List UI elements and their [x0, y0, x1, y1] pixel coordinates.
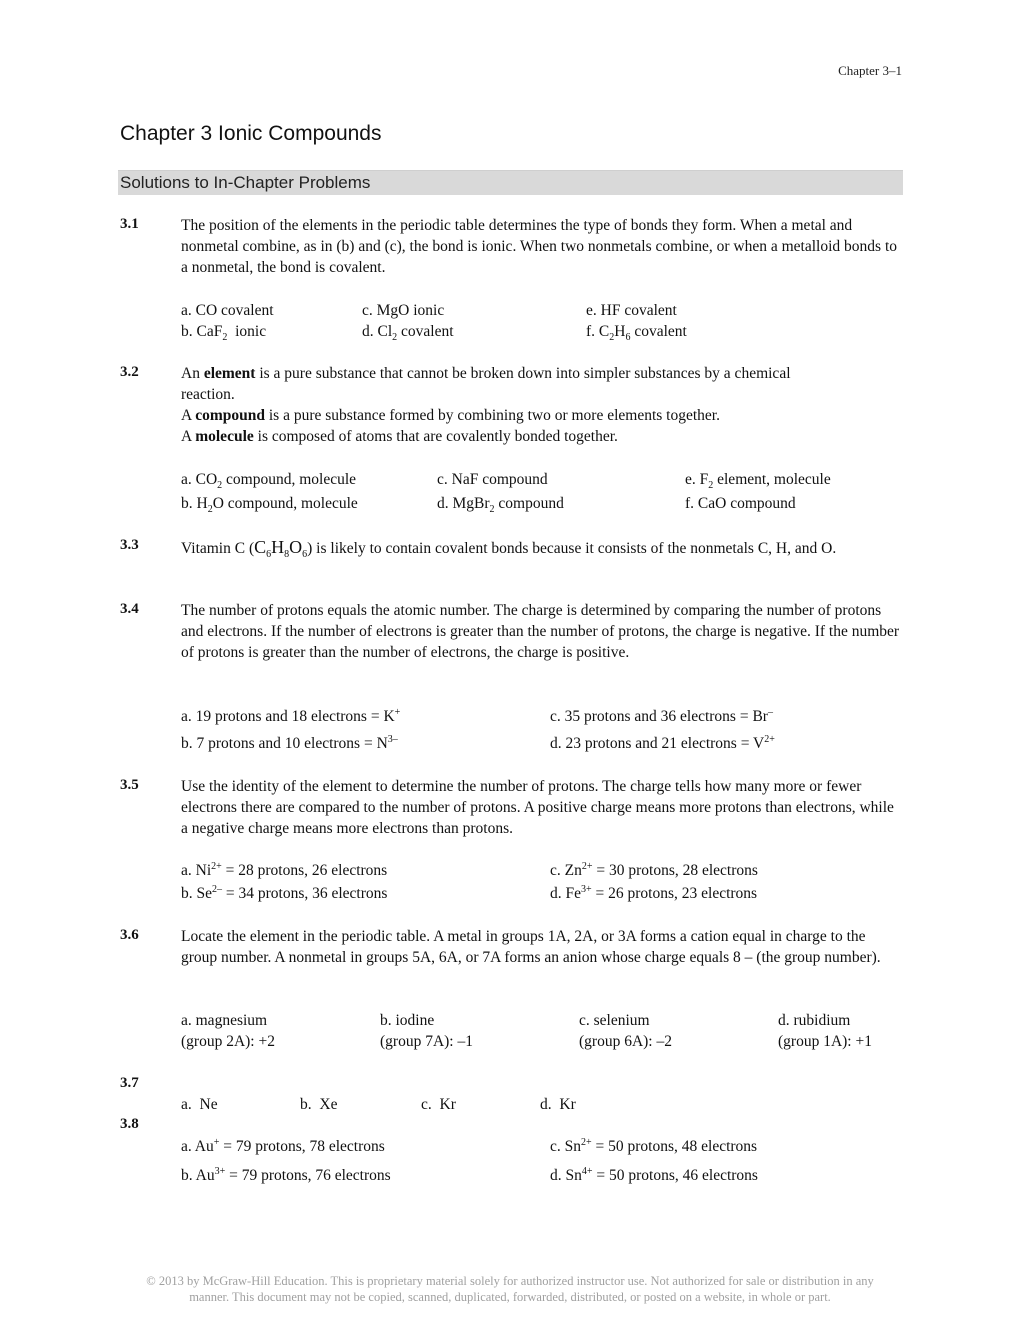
problem-text: A compound is a pure substance formed by combining two or more elements together.: [181, 407, 720, 424]
answer-a: a. Ne: [181, 1096, 218, 1113]
answer-b: b. 7 protons and 10 electrons = $N^{3-}$: [181, 733, 398, 752]
answer-b-detail: (group 7A): –1: [380, 1033, 473, 1050]
answer-text: b. CaF: [181, 323, 223, 340]
answer-text: H: [614, 323, 626, 340]
answer-b: b. $Se^{2-} = 34$ protons, 36 electrons: [181, 883, 388, 902]
answer-d: d. 23 protons and 21 electrons = $V^{2+}$: [550, 733, 775, 752]
subscript: 2: [708, 480, 714, 492]
subscript: 8: [284, 549, 290, 561]
superscript: 2+: [581, 1136, 592, 1148]
superscript: 3+: [214, 1165, 226, 1177]
answer-text: covalent: [397, 323, 454, 340]
problem-number: 3.1: [120, 216, 139, 232]
answer-d: d. $Fe^{3+} = 26$ protons, 23 electrons: [550, 883, 758, 902]
term-bold: element: [203, 365, 256, 382]
term-bold: molecule: [195, 428, 254, 445]
formula-element: H: [271, 537, 285, 557]
answer-c: c. NaF compound: [437, 471, 548, 488]
answer-d: d. $Sn^{4+} = 50$ protons, 46 electrons: [550, 1165, 758, 1184]
formula-element: C: [254, 537, 267, 557]
answer-c: c. $Sn^{2+} = 50$ protons, 48 electrons: [550, 1136, 758, 1155]
answer-b: b. $H_2O$ compound, molecule: [181, 495, 358, 516]
answer-c: c. Kr: [421, 1096, 456, 1113]
footer-line: manner. This document may not be copied, scanned, duplicated, forwarded, distributed, or posted on a website, in whole or part.: [189, 1290, 831, 1304]
answer-d: d. MgBr$_2$ compound: [437, 495, 564, 516]
subscript: 2: [489, 504, 495, 516]
problem-number: 3.2: [120, 364, 139, 380]
answer-d: d. rubidium: [778, 1012, 851, 1029]
subscript: 2: [217, 480, 223, 492]
answer-a: a. CO covalent: [181, 302, 274, 319]
problem-text: A molecule is composed of atoms that are covalently bonded together.: [181, 428, 618, 445]
answer-text: ionic: [227, 323, 267, 340]
subscript: 2: [392, 332, 398, 344]
problem-text: Vitamin C $(C_6H_8O_6)$ is likely to contain covalent bonds because it consists of the nonmetals C, H, and O.: [181, 537, 837, 561]
answer-a: a. magnesium: [181, 1012, 268, 1029]
problem-number: 3.5: [120, 777, 139, 793]
answer-b: [181, 321, 266, 342]
answer-c: c. $Zn^{2+} = 30$ protons, 28 electrons: [550, 860, 758, 879]
problem-text: The number of protons equals the atomic number. The charge is determined by comparing the number of protons and electrons. If the number of electrons is greater than the number of protons, the charge is negative. If the number of protons is greater than the number of electrons, the charge is positive.: [181, 602, 900, 661]
answer-a-detail: (group 2A): +2: [181, 1033, 275, 1050]
problem-text: An element is a pure substance that cannot be broken down into simpler substances by a chemical reaction.: [181, 365, 791, 403]
problem-text: Use the identity of the element to determine the number of protons. The charge tells how many more or fewer electrons there are compared to the number of protons. A positive charge means more protons than electrons, while a negative charge means more electrons than protons.: [181, 778, 894, 837]
answer-c-detail: (group 6A): –2: [579, 1033, 672, 1050]
superscript: +: [213, 1136, 220, 1148]
term-bold: compound: [195, 407, 265, 424]
problem-number: 3.8: [120, 1116, 139, 1132]
answer-e: e. HF covalent: [586, 302, 677, 319]
problem-number: 3.3: [120, 537, 139, 553]
answer-c: c. selenium: [579, 1012, 650, 1029]
superscript: +: [394, 706, 401, 718]
answer-f: f. CaO compound: [685, 495, 796, 512]
superscript: 2–: [212, 883, 222, 895]
answer-a: a. 19 protons and 18 electrons = K+: [181, 706, 401, 725]
running-head: Chapter 3–1: [838, 63, 902, 78]
problem-number: 3.7: [120, 1075, 139, 1091]
problem-number: 3.6: [120, 927, 139, 943]
subscript: 2: [207, 504, 213, 516]
copyright-footer: [110, 1273, 910, 1305]
superscript: –: [767, 706, 773, 718]
superscript: 2+: [764, 733, 775, 745]
answer-f: [586, 321, 687, 342]
answer-a: a. $Ni^{2+} = 28$ protons, 26 electrons: [181, 860, 388, 879]
answer-d: d. Kr: [540, 1096, 576, 1113]
subscript: 2: [609, 332, 615, 344]
answer-d-detail: (group 1A): +1: [778, 1033, 872, 1050]
answer-b: b. $Au^{3+} = 79$ protons, 76 electrons: [181, 1165, 391, 1184]
answer-d: [362, 321, 454, 342]
answer-text: d. Cl: [362, 323, 393, 340]
footer-line: © 2013 by McGraw-Hill Education. This is proprietary material solely for authorized instructor use. Not authorized for sale or distribution in any: [146, 1274, 874, 1288]
superscript: 2+: [581, 860, 593, 872]
superscript: 2+: [211, 860, 222, 872]
answer-c: c. 35 protons and 36 electrons = Br–: [550, 706, 773, 725]
answer-a: a. $CO_2$ compound, molecule: [181, 471, 357, 492]
superscript: 3+: [581, 883, 592, 895]
answer-c: c. MgO ionic: [362, 302, 445, 319]
answer-text: f. C: [586, 323, 610, 340]
subscript: 6: [266, 549, 272, 561]
section-header-bar: [118, 170, 903, 195]
superscript: 3–: [387, 733, 398, 745]
answer-a: a. Au+ = 79 protons, 78 electrons: [181, 1136, 385, 1155]
problem-number: 3.4: [120, 601, 139, 617]
formula-element: O: [289, 537, 303, 557]
problem-text: The position of the elements in the periodic table determines the type of bonds they form. When a metal and nonmetal combine, as in (b) and (c), the bond is ionic. When two nonmetals combine, or when a metalloid bonds to a nonmetal, the bond is covalent.: [181, 217, 897, 276]
answer-b: b. Xe: [300, 1096, 338, 1113]
answer-b: b. iodine: [380, 1012, 435, 1029]
answer-e: e. $F_2$ element, molecule: [685, 471, 831, 492]
problem-text: Locate the element in the periodic table. A metal in groups 1A, 2A, or 3A forms a cation equal in charge to the group number. A nonmetal in groups 5A, 6A, or 7A forms an anion whose charge equals 8 – (the group number).: [181, 928, 881, 966]
subscript: 2: [222, 332, 228, 344]
answer-text: covalent: [630, 323, 687, 340]
subscript: 6: [302, 549, 308, 561]
subscript: 6: [625, 332, 631, 344]
chapter-title: Chapter 3 Ionic Compounds: [120, 122, 382, 145]
section-title: Solutions to In-Chapter Problems: [120, 173, 371, 192]
superscript: 4+: [581, 1165, 593, 1177]
